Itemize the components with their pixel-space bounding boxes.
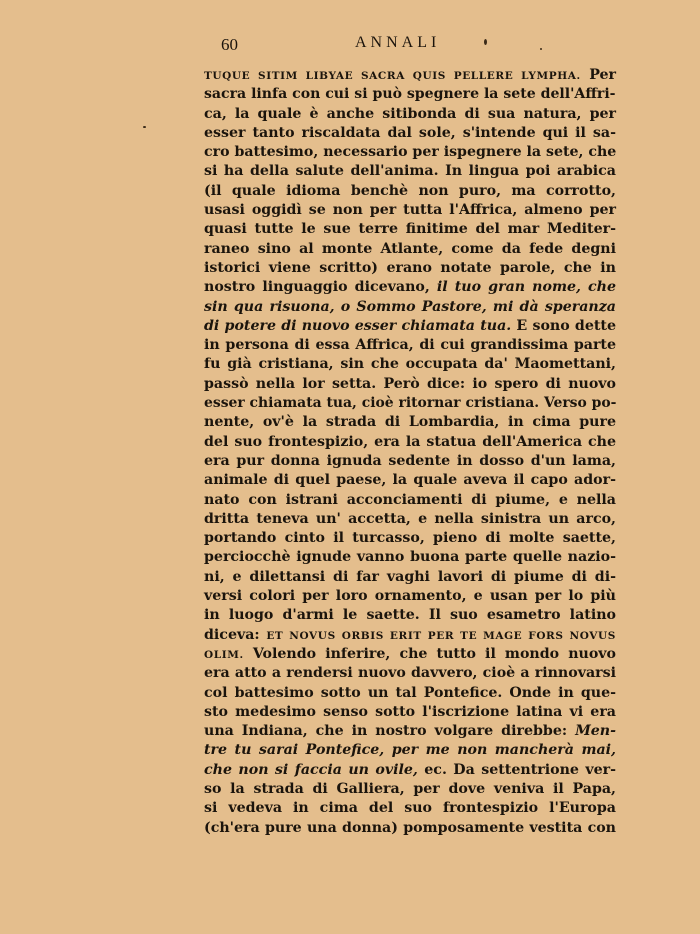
text-segment: nostro linguaggio dicevano, — [204, 279, 437, 296]
text-segment: passò nella lor setta. Però dice: io spero di nuovo — [204, 375, 616, 392]
text-segment: era pur donna ignuda sedente in dosso d'un lama, — [204, 452, 616, 469]
text-line — [204, 510, 616, 529]
text-segment: del suo frontespizio, era la statua dell'America che — [204, 433, 616, 450]
text-line — [204, 799, 616, 818]
text-line — [204, 471, 616, 490]
text-line — [204, 278, 616, 297]
speck-mark — [540, 48, 542, 50]
text-segment: sto medesimo senso sotto l'iscrizione latina vi era — [204, 703, 616, 720]
text-segment: esser tanto riscaldata dal sole, s'intende qui il sa- — [204, 124, 616, 141]
text-segment: ca, la quale è anche sitibonda di sua natura, per — [204, 105, 616, 122]
text-segment: si ha della salute dell'anima. In lingua poi arabica — [204, 163, 616, 180]
body-text — [204, 66, 616, 838]
text-line — [204, 529, 616, 548]
text-segment: col battesimo sotto un tal Pontefice. Onde in que- — [204, 684, 616, 701]
italic-text: di potere di nuovo esser chiamata tua. — [204, 317, 512, 334]
text-segment: raneo sino al monte Atlante, come da fede degni — [204, 240, 616, 257]
italic-text: Men- — [575, 723, 616, 740]
text-line — [204, 491, 616, 510]
italic-text: tre tu sarai Pontefice, per me non mancherà mai, — [204, 742, 616, 759]
text-line — [204, 375, 616, 394]
text-segment: esser chiamata tua, cioè ritornar cristiana. Verso po- — [204, 395, 617, 412]
text-segment: (il quale idioma benchè non puro, ma corrotto, — [204, 182, 616, 199]
text-line — [204, 105, 616, 124]
text-line — [204, 684, 616, 703]
text-line — [204, 626, 616, 645]
text-line — [204, 587, 616, 606]
italic-text: sin qua risuona, o Sommo Pastore, mi dà speranza — [204, 298, 616, 315]
text-line — [204, 394, 616, 413]
text-segment: so la strada di Galliera, per dove veniva il Papa, — [204, 780, 616, 797]
text-segment: diceva: — [204, 626, 267, 643]
text-line — [204, 259, 616, 278]
text-segment: in luogo d'armi le saette. Il suo esametro latino — [204, 607, 616, 624]
text-segment: in persona di essa Affrica, di cui grandissima parte — [204, 337, 616, 354]
text-segment: nente, ov'è la strada di Lombardia, in cima pure — [204, 414, 616, 431]
text-segment: quasi tutte le sue terre finitime del mar Mediter- — [204, 221, 616, 238]
text-line — [204, 85, 616, 104]
text-segment: cro battesimo, necessario per ispegnere la sete, che — [204, 144, 617, 161]
speck-mark — [143, 126, 146, 128]
text-segment: usasi oggidì se non per tutta l'Affrica, almeno per — [204, 202, 616, 219]
text-line — [204, 336, 616, 355]
text-segment: era atto a rendersi nuovo davvero, cioè a rinnovarsi — [204, 665, 616, 682]
italic-text: che non si faccia un ovile, — [204, 761, 418, 778]
text-segment: Per — [580, 67, 616, 83]
text-line — [204, 761, 616, 780]
text-line — [204, 162, 616, 181]
text-line — [204, 664, 616, 683]
text-line — [204, 66, 616, 85]
speck-mark — [484, 39, 487, 45]
text-segment: fu già cristiana, sin che occupata da' Maomettani, — [204, 356, 616, 373]
text-line — [204, 703, 616, 722]
small-caps-text: ET NOVUS ORBIS ERIT PER TE MAGE FORS NOVUS — [266, 629, 616, 642]
text-segment: Volendo inferire, che tutto il mondo nuovo — [243, 645, 616, 662]
text-segment: si vedeva in cima del suo frontespizio l'Europa — [204, 800, 616, 817]
text-line — [204, 452, 616, 471]
text-segment: nato con istrani acconciamenti di piume, e nella — [204, 491, 616, 508]
text-line — [204, 606, 616, 625]
text-segment: portando cinto il turcasso, pieno di molte saette, — [204, 530, 616, 547]
text-segment: (ch'era pure una donna) pomposamente vestita con — [204, 819, 616, 836]
small-caps-text: TUQUE SITIM LIBYAE SACRA QUIS PELLERE LYMPHA. — [204, 70, 581, 82]
text-line — [204, 124, 616, 143]
text-line — [204, 240, 616, 259]
text-line — [204, 317, 616, 336]
text-line — [204, 143, 616, 162]
small-caps-text: OLIM. — [204, 648, 244, 661]
text-line — [204, 548, 616, 567]
text-line — [204, 433, 616, 452]
text-line — [204, 220, 616, 239]
text-segment: animale di quel paese, la quale aveva il capo ador- — [204, 472, 616, 489]
text-line — [204, 741, 616, 760]
text-line — [204, 413, 616, 432]
text-line — [204, 780, 616, 799]
text-segment: ec. Da settentrione ver- — [417, 761, 616, 778]
text-line — [204, 645, 616, 664]
text-segment: una Indiana, che in nostro volgare direbbe: — [204, 723, 576, 740]
text-line — [204, 722, 616, 741]
italic-text: il tuo gran nome, che — [436, 279, 616, 296]
text-line — [204, 201, 616, 220]
text-line — [204, 182, 616, 201]
text-segment: versi colori per loro ornamento, e usan per lo più — [204, 588, 616, 605]
text-line — [204, 355, 616, 374]
page-number: 60 — [221, 35, 238, 54]
text-segment: istorici viene scritto) erano notate parole, che in — [204, 259, 616, 276]
text-line — [204, 819, 616, 838]
text-line — [204, 298, 616, 317]
text-segment: perciocchè ignude vanno buona parte quelle nazio- — [204, 549, 616, 566]
text-segment: dritta teneva un' accetta, e nella sinistra un arco, — [204, 510, 616, 527]
text-segment: ni, e dilettansi di far vaghi lavori di piume di di- — [204, 568, 616, 585]
text-segment: E sono dette — [511, 317, 616, 334]
text-line — [204, 568, 616, 587]
running-head: ANNALI — [355, 34, 441, 51]
text-segment: sacra linfa con cui si può spegnere la sete dell'Affri- — [204, 86, 616, 103]
